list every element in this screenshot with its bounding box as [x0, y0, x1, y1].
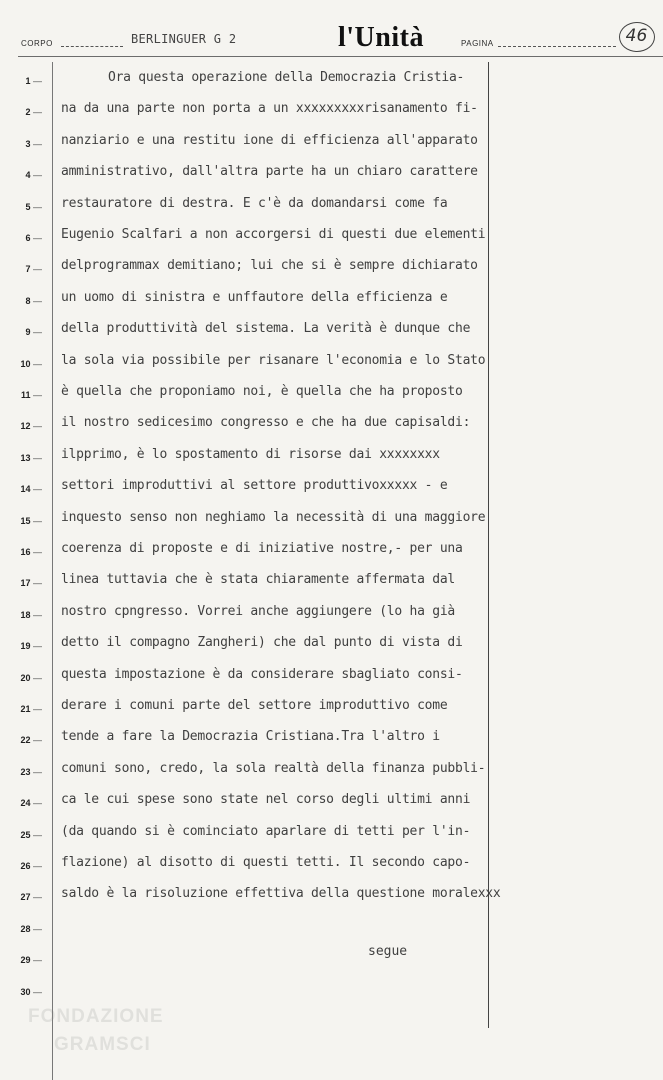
left-margin-rule: [52, 62, 53, 1080]
typed-line: detto il compagno Zangheri) che dal punto di vista di: [61, 635, 463, 651]
page-header: [0, 0, 663, 62]
line-number-value: 6: [25, 233, 31, 243]
line-number: 22 —: [20, 735, 42, 746]
line-number-value: 23: [20, 766, 31, 777]
line-number-value: 4: [25, 170, 31, 181]
typed-line: flazione) al disotto di questi tetti. Il secondo capo-: [61, 855, 471, 870]
line-number: 2 —: [25, 107, 42, 118]
line-number-value: 16: [20, 547, 31, 557]
line-number: 30 —: [20, 986, 42, 997]
typed-line: inquesto senso non neghiamo la necessità di una maggiore: [61, 509, 486, 525]
line-number: 9 —: [25, 327, 42, 338]
line-number-value: 28: [20, 923, 31, 934]
typed-line: Eugenio Scalfari a non accorgersi di questi due elementi: [61, 227, 486, 242]
line-number-value: 17: [20, 578, 31, 589]
typed-line: (da quando si è cominciato aparlare di tetti per l'in-: [61, 823, 471, 839]
line-number-value: 24: [20, 798, 31, 809]
line-number-value: 12: [20, 421, 31, 432]
line-number-value: 2: [25, 107, 31, 118]
newspaper-masthead: l'Unità: [338, 22, 424, 53]
line-number: 15 —: [20, 515, 42, 526]
line-number-value: 13: [20, 452, 31, 463]
line-number-value: 29: [20, 955, 31, 966]
watermark-line-1: FONDAZIONE: [28, 1006, 164, 1027]
line-number: 4 —: [25, 170, 42, 181]
line-number-value: 5: [25, 201, 31, 212]
typed-line: settori improduttivi al settore produttivoxxxxx - e: [61, 478, 448, 494]
typed-line: derare i comuni parte del settore improduttivo come: [61, 698, 448, 713]
line-number: 5 —: [25, 201, 42, 212]
typed-line: saldo è la risoluzione effettiva della questione moralexxx: [61, 886, 501, 902]
line-number-value: 22: [20, 735, 31, 746]
line-number: 24 —: [20, 798, 42, 809]
typed-line: questa impostazione è da considerare sbagliato consi-: [61, 666, 463, 682]
segue-note: segue: [368, 944, 408, 959]
line-number: 18 —: [20, 609, 42, 620]
line-number: 23 —: [20, 766, 42, 777]
line-number: 17 —: [20, 578, 42, 589]
line-number: 3 —: [25, 138, 42, 149]
line-number-value: 9: [25, 327, 31, 338]
line-number-value: 18: [20, 609, 31, 620]
line-number: 14 —: [20, 484, 42, 495]
typed-line: tende a fare la Democrazia Cristiana.Tra l'altro i: [61, 729, 440, 745]
corpo-label: CORPO: [21, 39, 53, 48]
line-number: 26 —: [20, 861, 42, 871]
line-number: 16 —: [20, 547, 42, 557]
typed-line: linea tuttavia che è stata chiaramente affermata dal: [61, 572, 455, 588]
typed-line: ilpprimo, è lo spostamento di risorse dai xxxxxxxx: [61, 446, 440, 462]
line-number-value: 10: [20, 358, 31, 369]
typed-line: della produttività del sistema. La verità è dunque che: [61, 321, 471, 337]
line-number: 11 —: [20, 390, 42, 400]
line-number: 13 —: [20, 452, 42, 463]
typed-line: Ora questa operazione della Democrazia Cristia-: [108, 70, 465, 85]
line-number-value: 7: [25, 264, 31, 275]
line-number-value: 20: [20, 672, 31, 683]
typed-line: amministrativo, dall'altra parte ha un chiaro carattere: [61, 164, 478, 180]
line-number-value: 30: [20, 986, 31, 997]
line-number-value: 11: [20, 390, 31, 400]
line-number: 29 —: [20, 955, 42, 966]
line-number-value: 15: [20, 515, 31, 526]
line-number: 28 —: [20, 923, 42, 934]
typed-line: restauratore di destra. E c'è da domandarsi come fa: [61, 195, 448, 211]
header-rule: [18, 56, 663, 57]
line-number-value: 1: [25, 76, 31, 86]
line-number: 20 —: [20, 672, 42, 683]
typed-line: coerenza di proposte e di iniziative nostre,- per una: [61, 541, 463, 556]
line-number-value: 8: [25, 295, 31, 306]
line-number-value: 21: [20, 704, 31, 714]
pagina-blank-line: [498, 46, 616, 47]
typed-line: delprogrammax demitiano; lui che si è sempre dichiarato: [61, 258, 478, 274]
line-number: 25 —: [20, 829, 42, 840]
line-number-value: 19: [20, 641, 31, 652]
line-number: 1 —: [25, 76, 42, 86]
line-number: 12 —: [20, 421, 42, 432]
handwritten-page-number: 46: [625, 26, 648, 46]
line-number: 7 —: [25, 264, 42, 275]
corpo-value: BERLINGUER G 2: [131, 32, 237, 46]
typed-line: comuni sono, credo, la sola realtà della finanza pubbli-: [61, 760, 486, 776]
line-number: 8 —: [25, 295, 42, 306]
line-number: 27 —: [20, 892, 42, 903]
corpo-blank-line: [61, 46, 123, 47]
typed-line: na da una parte non porta a un xxxxxxxxxrisanamento fi-: [61, 101, 478, 117]
foundation-watermark: [20, 1004, 170, 1074]
line-number-value: 14: [20, 484, 31, 495]
line-number: 19 —: [20, 641, 42, 652]
pagina-label: PAGINA: [461, 39, 494, 48]
line-number: 21 —: [20, 704, 42, 714]
typed-line: la sola via possibile per risanare l'economia e lo Stato: [61, 352, 486, 368]
line-number-value: 27: [20, 892, 31, 903]
right-margin-rule: [488, 62, 489, 1028]
line-number-value: 26: [20, 861, 31, 871]
line-number-value: 3: [25, 138, 31, 149]
typed-line: un uomo di sinistra e unffautore della efficienza e: [61, 289, 448, 305]
line-number-value: 25: [20, 829, 31, 840]
line-number: 6 —: [25, 233, 42, 243]
typed-line: il nostro sedicesimo congresso e che ha due capisaldi:: [61, 415, 471, 431]
typed-line: ca le cui spese sono state nel corso degli ultimi anni: [61, 792, 471, 808]
typed-line: è quella che proponiamo noi, è quella che ha proposto: [61, 384, 463, 399]
watermark-line-2: GRAMSCI: [54, 1034, 151, 1055]
typed-line: nostro cpngresso. Vorrei anche aggiungere (lo ha già: [61, 603, 455, 619]
line-number: 10 —: [20, 358, 42, 369]
typed-line: nanziario e una restitu ione di efficienza all'apparato: [61, 132, 478, 148]
